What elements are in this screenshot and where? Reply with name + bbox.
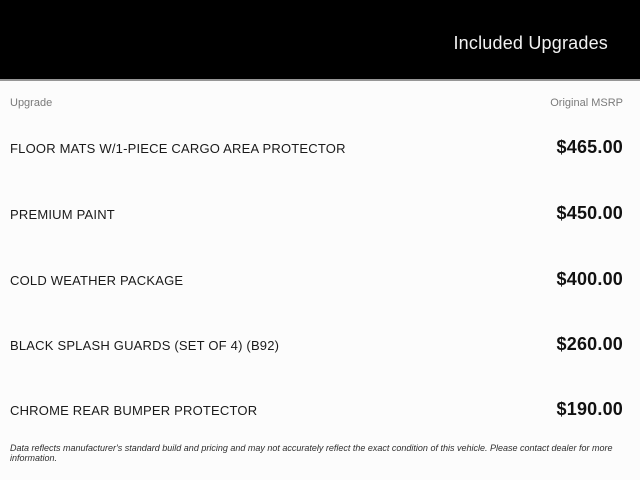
table-row bbox=[10, 203, 623, 225]
table-row bbox=[10, 399, 623, 421]
upgrade-msrp: $190.00 bbox=[556, 399, 623, 419]
disclaimer-text: Data reflects manufacturer's standard build and pricing and may not accurately reflect the exact condition of this vehicle. Please contact dealer for more information. bbox=[10, 443, 613, 463]
upgrade-name: COLD WEATHER PACKAGE bbox=[10, 273, 184, 288]
header-bar bbox=[0, 0, 640, 81]
upgrade-name: FLOOR MATS W/1-PIECE CARGO AREA PROTECTOR bbox=[10, 141, 346, 156]
table-row bbox=[10, 137, 623, 159]
column-header-upgrade: Upgrade bbox=[10, 97, 53, 109]
upgrade-msrp: $465.00 bbox=[556, 137, 623, 157]
table-column-headers bbox=[10, 97, 623, 109]
upgrade-msrp: $450.00 bbox=[556, 203, 623, 223]
column-header-original-msrp: Original MSRP bbox=[550, 97, 623, 109]
table-row bbox=[10, 269, 623, 291]
upgrade-msrp: $260.00 bbox=[556, 334, 623, 354]
upgrade-name: PREMIUM PAINT bbox=[10, 207, 115, 222]
upgrade-name: BLACK SPLASH GUARDS (SET OF 4) (B92) bbox=[10, 338, 280, 353]
upgrade-name: CHROME REAR BUMPER PROTECTOR bbox=[10, 403, 258, 418]
table-row bbox=[10, 334, 623, 356]
page-title: Included Upgrades bbox=[453, 33, 608, 53]
upgrade-msrp: $400.00 bbox=[556, 269, 623, 289]
